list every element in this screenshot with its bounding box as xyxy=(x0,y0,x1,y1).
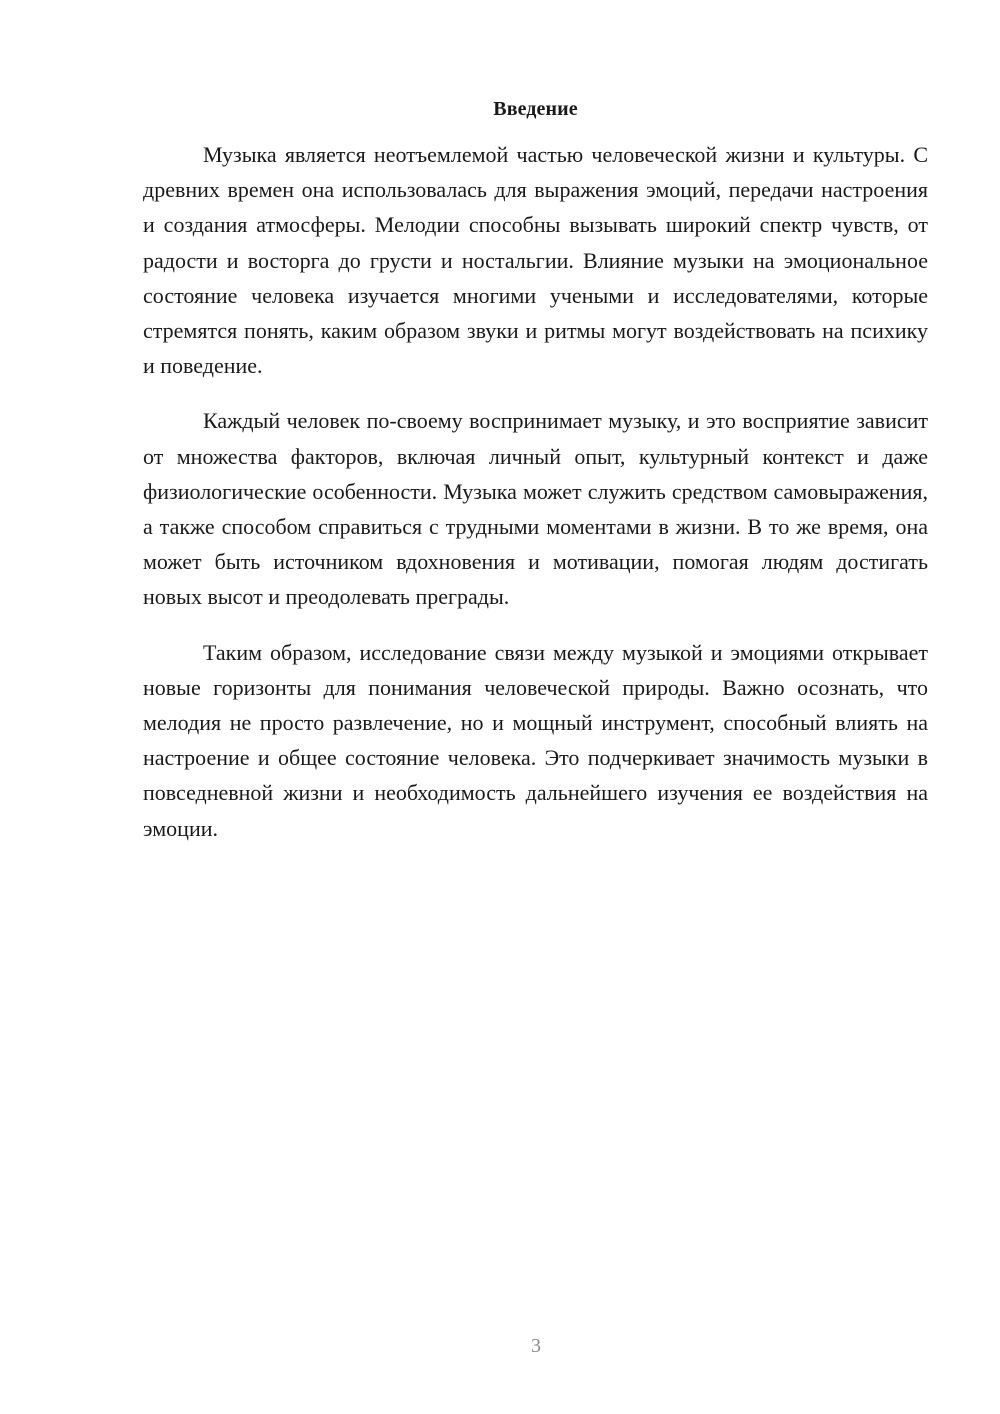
page-number: 3 xyxy=(531,1335,541,1357)
paragraph-3: Таким образом, исследование связи между музыкой и эмоциями открывает новые горизонты для понимания человеческой природы. Важно осознать, что мелодия не просто развлечение, но и мощный инструмент, способный влиять на настроение и общее состояние человека. Это подчеркивает значимость музыки в повседневной жизни и необходимость дальнейшего изучения ее воздействия на эмоции. xyxy=(143,639,928,841)
paragraph-2: Каждый человек по-своему воспринимает музыку, и это восприятие зависит от множества факторов, включая личный опыт, культурный контекст и даже физиологические особенности. Музыка может служить средством самовыражения, а также способом справиться с трудными моментами в жизни. В то же время, она может быть источником вдохновения и мотивации, помогая людям достигать новых высот и преодолевать преграды. xyxy=(143,408,928,610)
section-title: Введение xyxy=(493,98,578,120)
paragraph-1: Музыка является неотъемлемой частью человеческой жизни и культуры. С древних времен она использовалась для выражения эмоций, передачи настроения и создания атмосферы. Мелодии способны вызывать широкий спектр чувств, от радости и восторга до грусти и ностальгии. Влияние музыки на эмоциональное состояние человека изучается многими учеными и исследователями, которые стремятся понять, каким образом звуки и ритмы могут воздействовать на психику и поведение. xyxy=(143,142,928,379)
page-content xyxy=(143,92,928,846)
